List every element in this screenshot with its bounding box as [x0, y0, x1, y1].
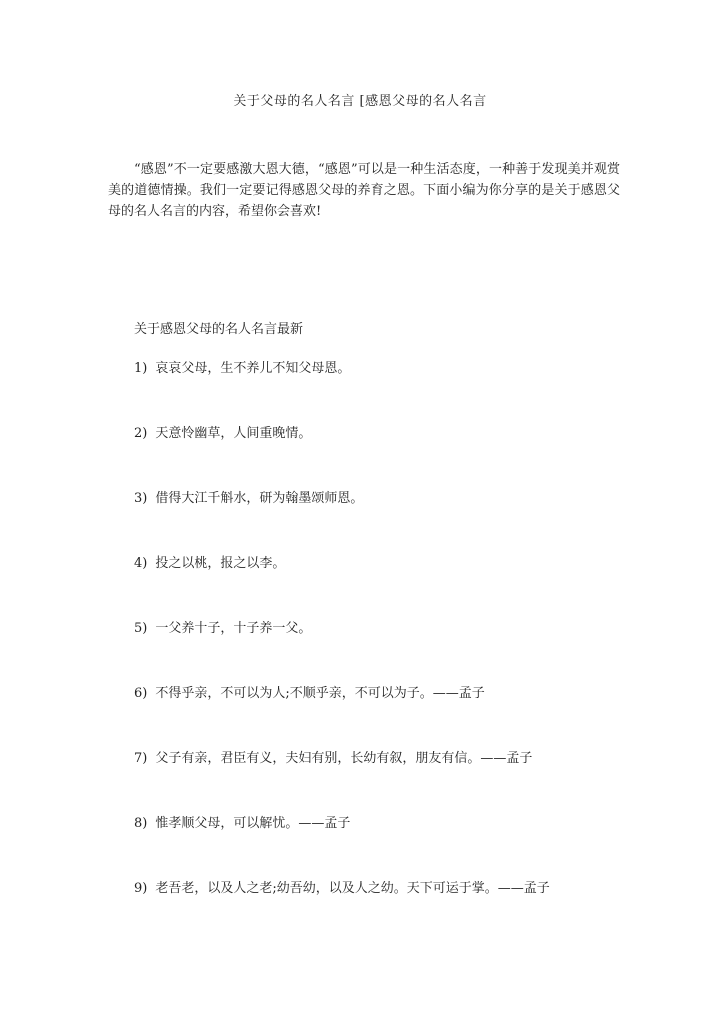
quote-text: 哀哀父母，生不养儿不知父母恩。: [155, 361, 351, 376]
list-item: [134, 815, 634, 880]
quote-text: 老吾老，以及人之老;幼吾幼，以及人之幼。天下可运于掌。——孟子: [155, 881, 550, 896]
list-item: [134, 360, 634, 425]
list-item: [134, 750, 634, 815]
quote-number: 5): [134, 621, 148, 636]
quote-number: 2): [134, 426, 148, 441]
quote-text: 一父养十子，十子养一父。: [155, 621, 312, 636]
quote-text: 惟孝顺父母，可以解忧。——孟子: [155, 816, 351, 831]
page-title: 关于父母的名人名言 [感恩父母的名人名言: [233, 94, 487, 109]
intro-paragraph: “感恩”不一定要感激大恩大德，“感恩”可以是一种生活态度，一种善于发现美并观赏美的道德情操。我们一定要记得感恩父母的养育之恩。下面小编为你分享的是关于感恩父母的名人名言的内容，希望你会喜欢!: [108, 162, 620, 219]
list-item: [134, 685, 634, 750]
list-item: [134, 620, 634, 685]
quote-number: 9): [134, 881, 148, 896]
section-heading: 关于感恩父母的名人名言最新: [134, 322, 304, 337]
quote-number: 4): [134, 556, 148, 571]
list-item: [134, 555, 634, 620]
quote-number: 1): [134, 361, 148, 376]
quote-list: [134, 360, 634, 945]
quote-text: 天意怜幽草，人间重晚情。: [155, 426, 312, 441]
list-item: [134, 880, 634, 945]
quote-text: 投之以桃，报之以李。: [155, 556, 286, 571]
quote-number: 7): [134, 751, 148, 766]
quote-text: 不得乎亲，不可以为人;不顺乎亲，不可以为子。——孟子: [155, 686, 485, 701]
list-item: [134, 490, 634, 555]
quote-text: 借得大江千斛水，研为翰墨颂师恩。: [155, 491, 364, 506]
quote-number: 3): [134, 491, 148, 506]
quote-text: 父子有亲，君臣有义，夫妇有别，长幼有叙，朋友有信。——孟子: [155, 751, 533, 766]
list-item: [134, 425, 634, 490]
quote-number: 8): [134, 816, 148, 831]
quote-number: 6): [134, 686, 148, 701]
